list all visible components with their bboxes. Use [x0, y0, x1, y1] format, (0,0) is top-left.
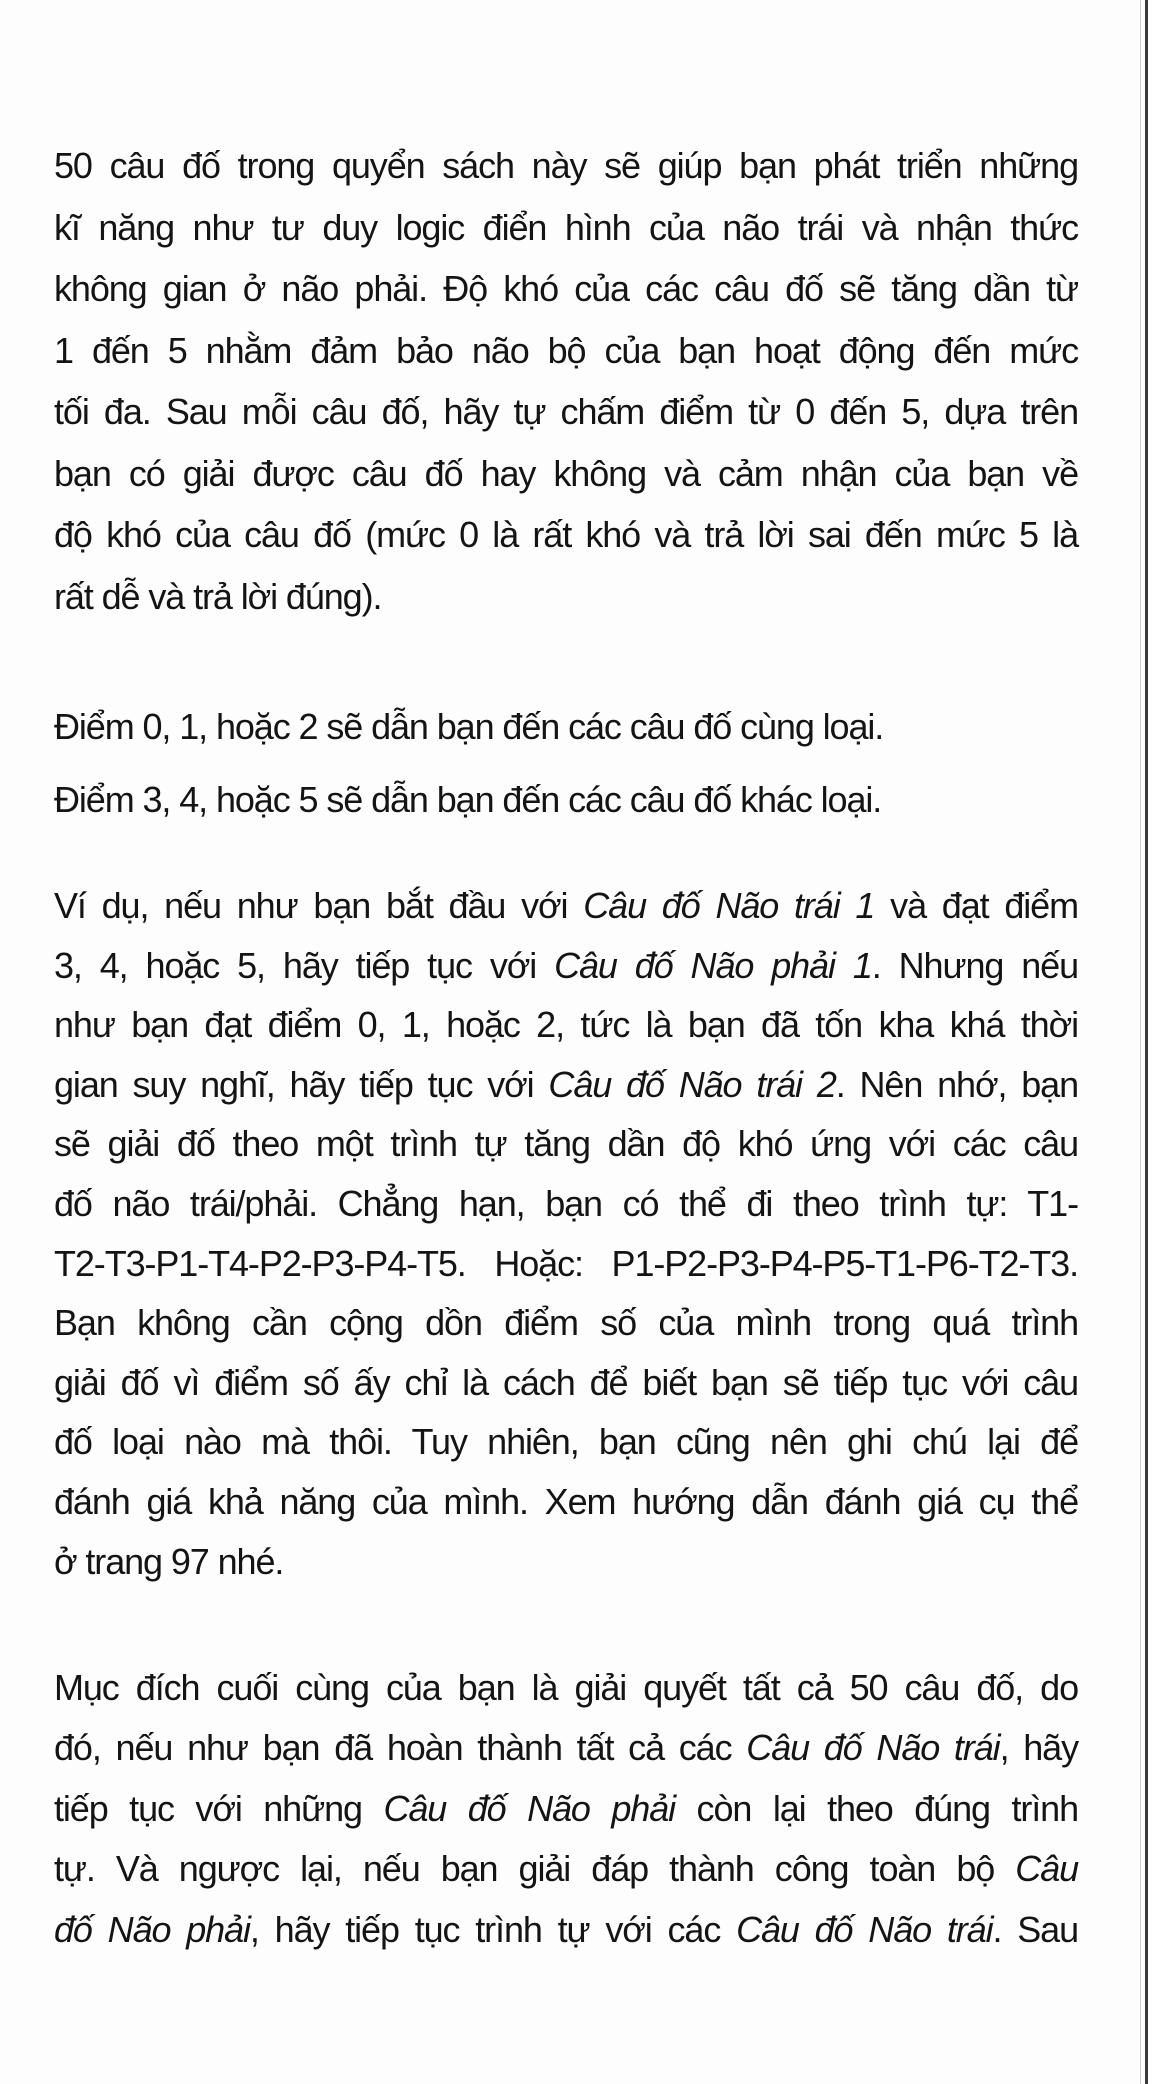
text-line: [54, 1412, 1078, 1472]
text-line: [54, 1353, 1078, 1413]
text-segment: tối đa. Sau mỗi câu đố, hãy tự chấm điểm từ 0 đến 5, dựa trên: [54, 391, 1078, 432]
text-segment: Ví dụ, nếu như bạn bắt đầu với: [54, 885, 584, 926]
text-segment: rất dễ và trả lời đúng).: [54, 575, 382, 617]
italic-text: Câu đố Não phải: [383, 1787, 676, 1829]
text-segment: gian suy nghĩ, hãy tiếp tục với: [54, 1063, 549, 1105]
text-line: [54, 1174, 1078, 1234]
text-segment: 1 đến 5 nhằm đảm bảo não bộ của bạn hoạt động đến mức: [54, 329, 1078, 371]
text-segment: không gian ở não phải. Độ khó của các câu đố sẽ tăng dần từ: [54, 268, 1078, 309]
text-line: [54, 936, 1078, 996]
page-edge: [1145, 0, 1148, 2084]
paragraph-intro: [54, 135, 1078, 627]
text-line: [54, 566, 1078, 628]
text-segment: sẽ giải đố theo một trình tự tăng dần độ khó ứng với các câu: [54, 1123, 1078, 1165]
text-segment: kĩ năng như tư duy logic điển hình của não trái và nhận thức: [54, 206, 1078, 248]
italic-text: Câu đố Não trái 2: [548, 1063, 836, 1105]
text-segment: T2-T3-P1-T4-P2-P3-P4-T5. Hoặc: P1-P2-P3-P4-P5-T1-P6-T2-T3.: [54, 1242, 1078, 1284]
text-segment: đánh giá khả năng của mình. Xem hướng dẫn đánh giá cụ thể: [54, 1480, 1078, 1522]
text-line: [54, 1532, 1078, 1592]
text-line: [54, 1055, 1078, 1115]
paragraph-goal: [54, 1658, 1078, 1960]
text-line: [54, 443, 1078, 505]
text-segment: ở trang 97 nhé.: [54, 1540, 284, 1582]
text-segment: như bạn đạt điểm 0, 1, hoặc 2, tức là bạn đã tốn kha khá thời: [54, 1004, 1078, 1046]
text-segment: giải đố vì điểm số ấy chỉ là cách để biết bạn sẽ tiếp tục với câu: [54, 1361, 1078, 1403]
text-line: [54, 504, 1078, 566]
text-segment: đố loại nào mà thôi. Tuy nhiên, bạn cũng nên ghi chú lại để: [54, 1421, 1078, 1463]
italic-text: Câu đố Não phải 1: [554, 944, 872, 986]
text-line: [54, 320, 1078, 382]
text-line: [54, 1293, 1078, 1353]
text-segment: Điểm 0, 1, hoặc 2 sẽ dẫn bạn đến các câu đố cùng loại.: [54, 706, 884, 747]
text-segment: 50 câu đố trong quyển sách này sẽ giúp bạn phát triển những: [54, 145, 1078, 186]
text-segment: còn lại theo đúng trình: [675, 1787, 1079, 1829]
text-line: [54, 1718, 1078, 1778]
text-line: [54, 697, 1078, 757]
text-line: [54, 1472, 1078, 1532]
text-segment: Bạn không cần cộng dồn điểm số của mình trong quá trình: [54, 1302, 1078, 1344]
paragraph-score-other-type: [54, 770, 1078, 830]
text-segment: và đạt điểm: [874, 885, 1078, 926]
text-segment: . Sau: [992, 1908, 1078, 1950]
text-line: [54, 1658, 1078, 1718]
italic-text: đố Não phải: [54, 1908, 250, 1950]
italic-text: Câu đố Não trái 1: [583, 885, 875, 926]
text-line: [54, 1900, 1078, 1960]
text-line: [54, 1779, 1078, 1839]
text-segment: . Nhưng nếu: [871, 944, 1078, 986]
text-line: [54, 1234, 1078, 1294]
text-line: [54, 876, 1078, 936]
text-line: [54, 995, 1078, 1055]
text-line: [54, 135, 1078, 197]
italic-text: Câu: [1015, 1848, 1078, 1890]
italic-text: Câu đố Não trái: [746, 1727, 1000, 1769]
text-segment: độ khó của câu đố (mức 0 là rất khó và trả lời sai đến mức 5 là: [54, 514, 1078, 555]
text-line: [54, 258, 1078, 320]
text-segment: , hãy tiếp tục trình tự với các: [249, 1908, 737, 1950]
text-segment: 3, 4, hoặc 5, hãy tiếp tục với: [54, 944, 555, 986]
text-segment: đố não trái/phải. Chẳng hạn, bạn có thể đi theo trình tự: T1-: [54, 1182, 1078, 1224]
page-gutter-shadow: [1140, 0, 1141, 2084]
paragraph-example: [54, 876, 1078, 1591]
text-segment: bạn có giải được câu đố hay không và cảm nhận của bạn về: [54, 452, 1078, 494]
text-segment: Điểm 3, 4, hoặc 5 sẽ dẫn bạn đến các câu đố khác loại.: [54, 779, 882, 820]
text-segment: tiếp tục với những: [54, 1787, 384, 1829]
text-segment: đó, nếu như bạn đã hoàn thành tất cả các: [54, 1727, 747, 1769]
text-line: [54, 1114, 1078, 1174]
text-segment: . Nên nhớ, bạn: [835, 1063, 1078, 1105]
italic-text: Câu đố Não trái: [736, 1908, 993, 1950]
text-segment: , hãy: [999, 1727, 1078, 1769]
text-line: [54, 1839, 1078, 1899]
text-segment: tự. Và ngược lại, nếu bạn giải đáp thành công toàn bộ: [54, 1848, 1016, 1890]
paragraph-score-same-type: [54, 697, 1078, 757]
text-line: [54, 197, 1078, 259]
text-line: [54, 770, 1078, 830]
text-segment: Mục đích cuối cùng của bạn là giải quyết tất cả 50 câu đố, do: [54, 1667, 1078, 1708]
text-line: [54, 381, 1078, 443]
